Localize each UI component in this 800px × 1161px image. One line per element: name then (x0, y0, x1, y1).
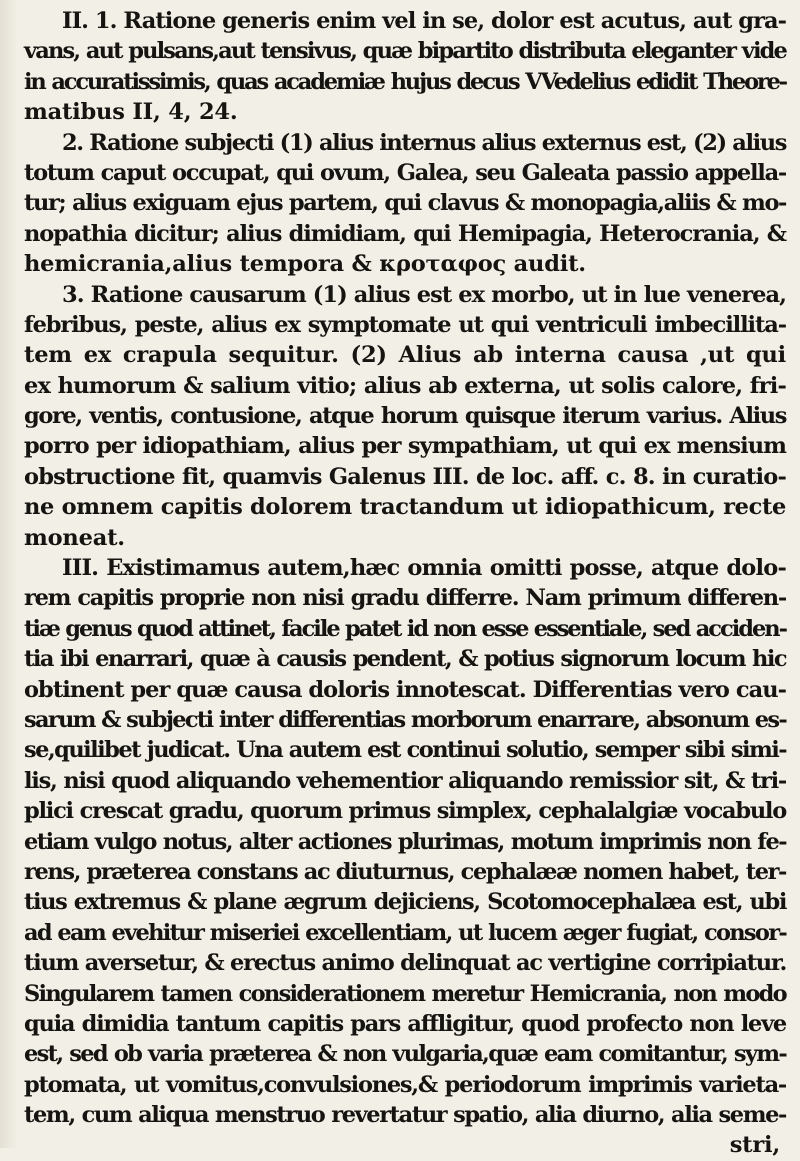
text-line: etiam vulgo notus, alter actiones plurimas, motum imprimis non fe- (24, 828, 786, 855)
text-line: est, sed ob varia præterea & non vulgaria,quæ eam comitantur, sym- (24, 1041, 786, 1068)
text-line: hemicrania,alius tempora & κροταφος audit. (24, 251, 586, 278)
text-line: 2. Ratione subjecti (1) alius internus alius externus est, (2) alius (62, 129, 786, 156)
text-line: ad eam evehitur miseriei excellentiam, ut lucem æger fugiat, consor- (24, 919, 786, 946)
text-line: in accuratissimis, quas academiæ hujus decus VVedelius edidit Theore- (24, 68, 786, 95)
text-line: obtinent per quæ causa doloris innotescat. Differentias vero cau- (24, 676, 787, 703)
text-line: tem, cum aliqua menstruo revertatur spatio, alia diurno, alia seme- (24, 1102, 786, 1129)
text-line: matibus II, 4, 24. (24, 99, 238, 126)
text-line: 3. Ratione causarum (1) alius est ex morbo, ut in lue venerea, (62, 281, 786, 308)
text-line: II. 1. Ratione generis enim vel in se, dolor est acutus, aut gra- (62, 8, 786, 34)
text-line: tiæ genus quod attinet, facile patet id non esse essentiale, sed acciden- (24, 615, 786, 642)
gutter-shadow (0, 0, 18, 1148)
text-line: quia dimidia tantum capitis pars affligitur, quod profecto non leve (24, 1010, 786, 1037)
body-text (24, 6, 786, 1161)
text-line: stri, (729, 1132, 780, 1159)
text-line: totum caput occupat, qui ovum, Galea, seu Galeata passio appella- (24, 159, 786, 186)
text-line: tium aversetur, & erectus animo delinquat ac vertigine corripiatur. (24, 950, 787, 977)
text-line: moneat. (24, 524, 125, 551)
text-line: III. Existimamus autem,hæc omnia omitti posse, atque dolo- (62, 555, 786, 582)
text-line: sarum & subjecti inter differentias morborum enarrare, absonum es- (24, 706, 786, 733)
text-line: febribus, peste, alius ex symptomate ut qui ventriculi imbecillita- (24, 311, 786, 338)
text-line: tem ex crapula sequitur. (2) Alius ab interna causa ,ut qui (24, 342, 786, 369)
text-line: nopathia dicitur; alius dimidiam, qui Hemipagia, Heterocrania, & (24, 220, 786, 247)
text-line: ne omnem capitis dolorem tractandum ut idiopathicum, recte (24, 494, 786, 521)
text-line: obstructione fit, quamvis Galenus III. de loc. aff. c. 8. in curatio- (24, 463, 786, 490)
text-line: tius extremus & plane ægrum dejiciens, Scotomocephalæa est, ubi (24, 889, 786, 916)
text-line: se,quilibet judicat. Una autem est continui solutio, semper sibi simi- (24, 737, 786, 764)
text-line: rens, præterea constans ac diuturnus, cephalææ nomen habet, ter- (24, 858, 786, 885)
text-line: rem capitis proprie non nisi gradu differre. Nam primum differen- (24, 585, 786, 612)
text-line: vans, aut pulsans,aut tensivus, quæ bipartito distributa eleganter vide (24, 38, 786, 65)
text-line: gore, ventis, contusione, atque horum quisque iterum varius. Alius (24, 403, 786, 430)
text-line: ptomata, ut vomitus,convulsiones,& periodorum imprimis varieta- (24, 1071, 786, 1098)
text-line: lis, nisi quod aliquando vehementior aliquando remissior sit, & tri- (24, 767, 786, 794)
text-line: tia ibi enarrari, quæ à causis pendent, & potius signorum locum hic (24, 646, 786, 673)
text-line: tur; alius exiguam ejus partem, qui clavus & monopagia,aliis & mo- (24, 190, 786, 217)
text-line: Singularem tamen considerationem meretur Hemicrania, non modo (24, 980, 786, 1007)
text-line: ex humorum & salium vitio; alius ab externa, ut solis calore, fri- (24, 372, 786, 399)
text-line: porro per idiopathiam, alius per sympathiam, ut qui ex mensium (24, 433, 786, 460)
text-line: plici crescat gradu, quorum primus simplex, cephalalgiæ vocabulo (24, 798, 786, 825)
